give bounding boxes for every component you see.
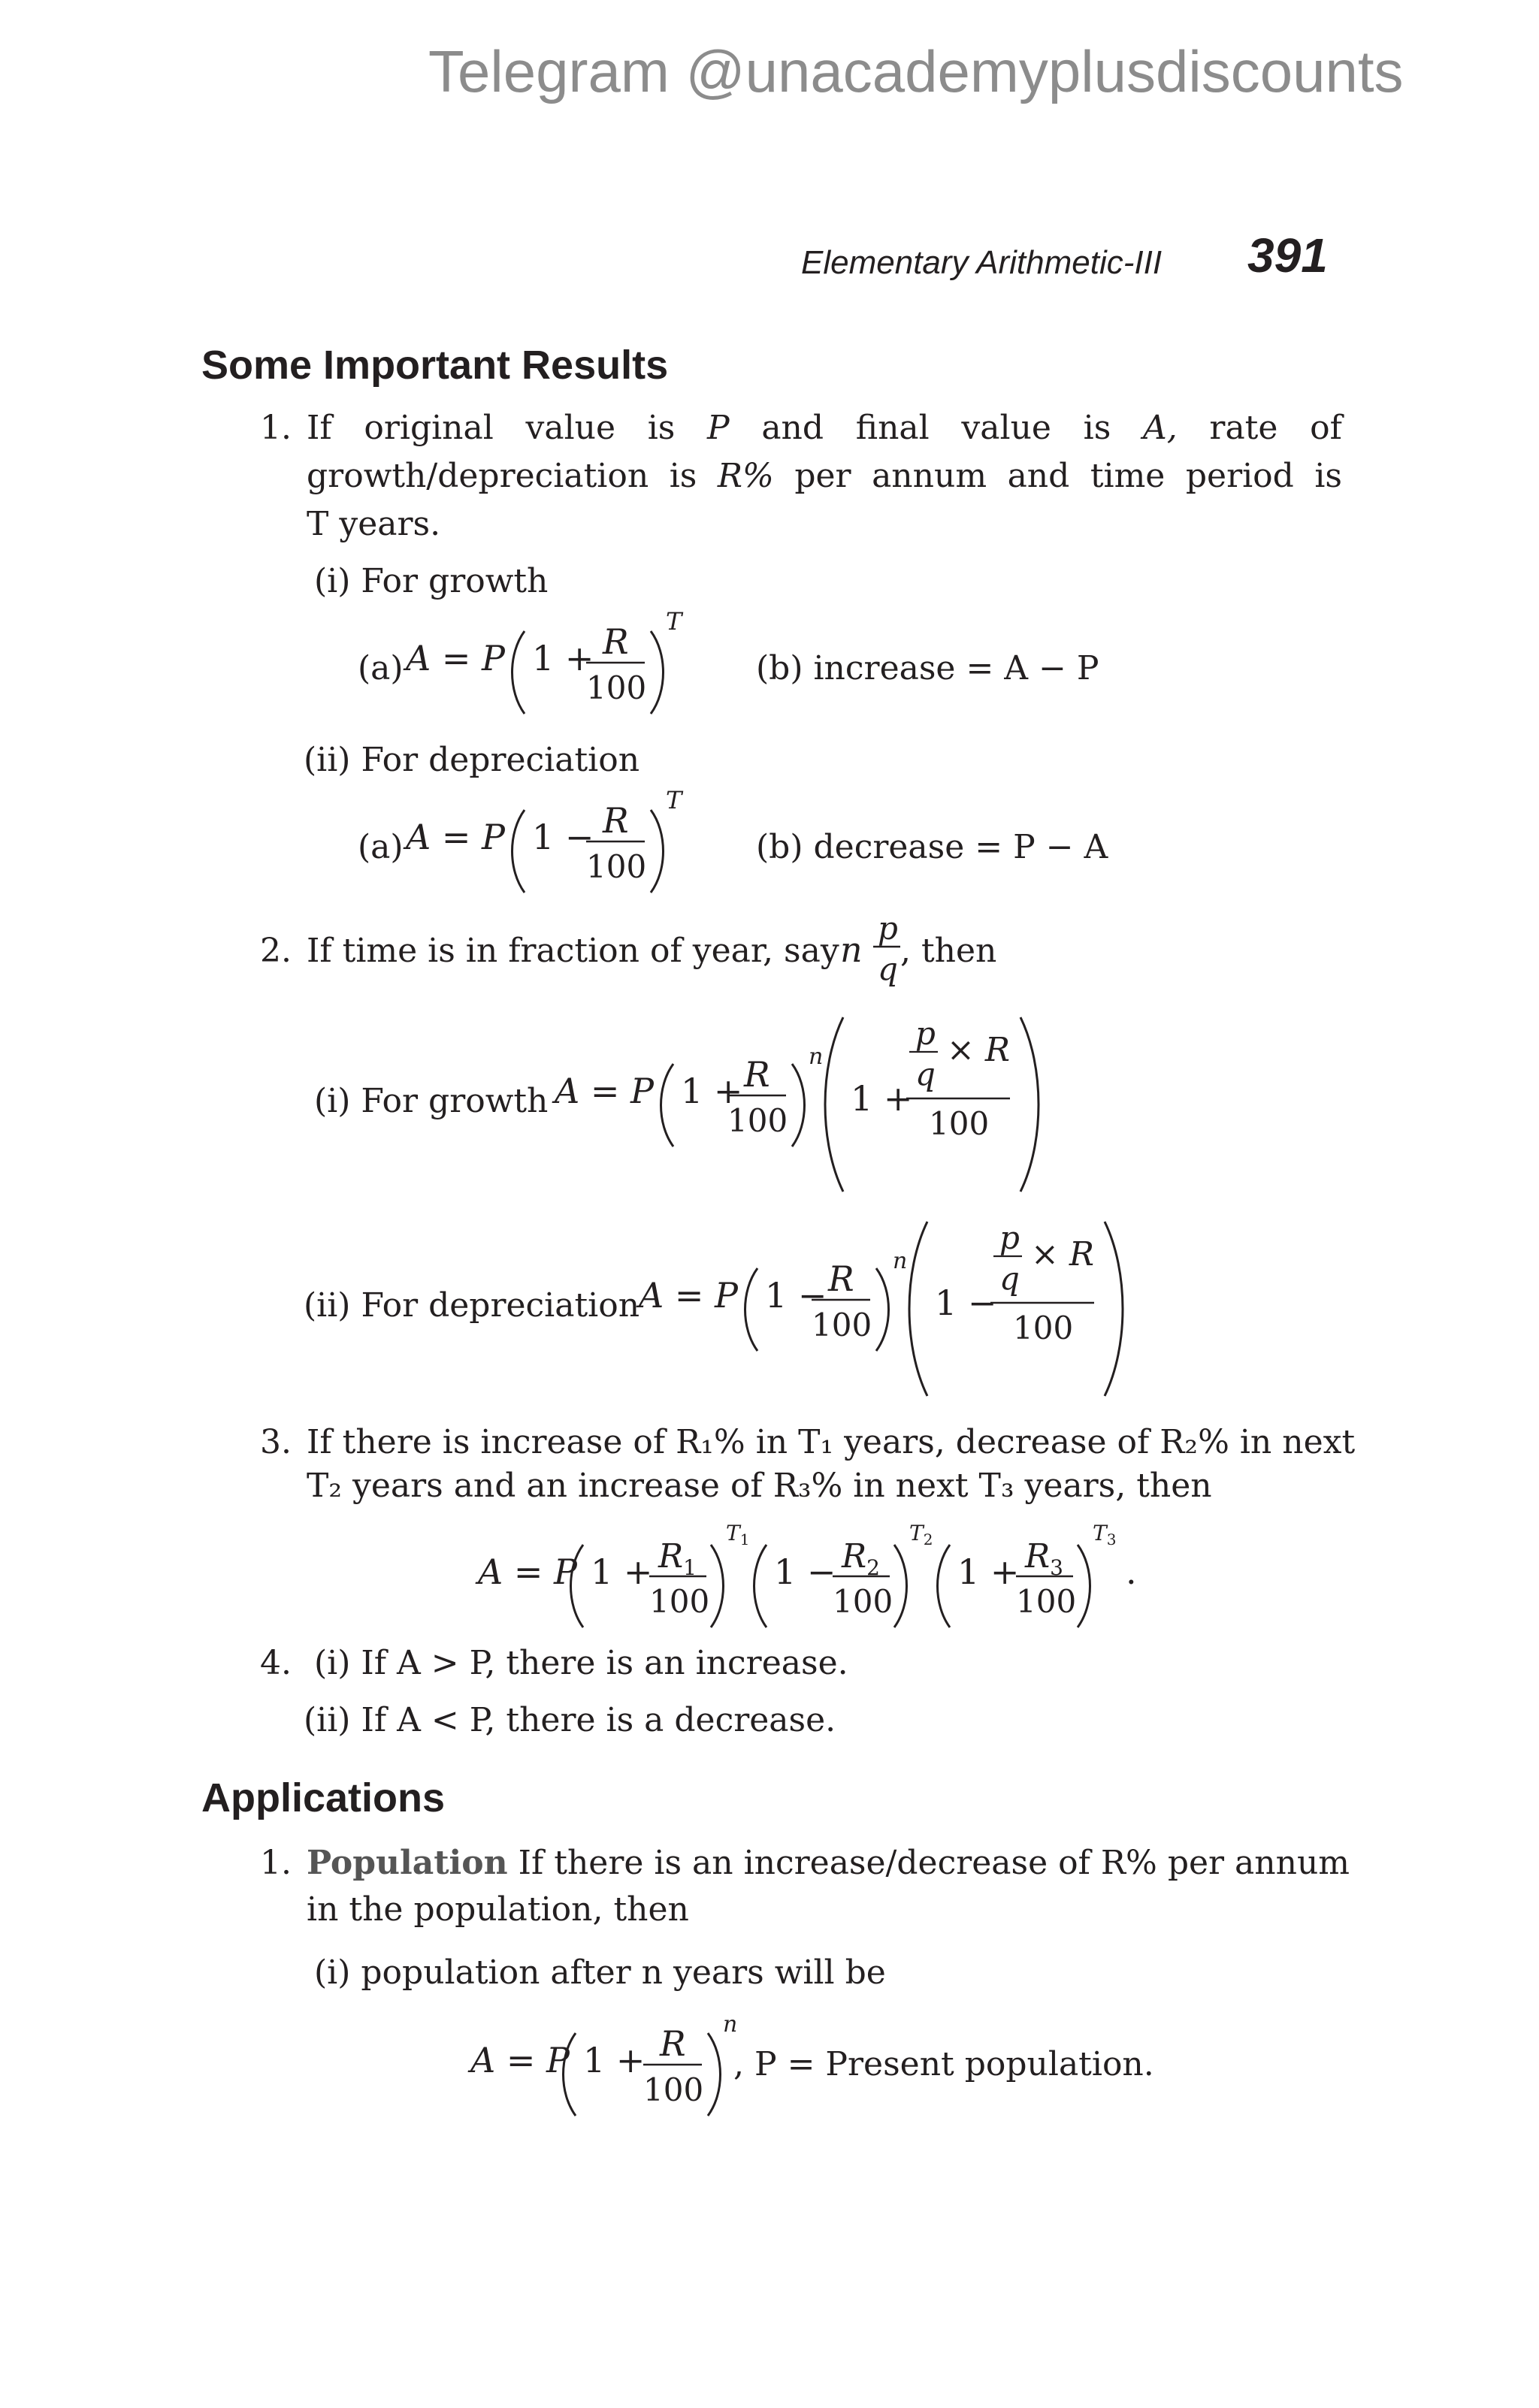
svg-text:100: 100 [812,1307,872,1343]
svg-text:n: n [809,1044,824,1070]
result-2-text [307,927,839,975]
word: P [707,409,730,447]
result-4-number: 4. [260,1644,292,1682]
svg-text:T2: $T_2$ [909,1521,933,1548]
svg-text:R: R [603,800,629,841]
svg-text:100: 100 [727,1102,788,1139]
result-1-growth-a-label: (a) [358,649,404,687]
result-2-text-before: If time is in fraction of year, say [307,932,839,970]
svg-text:1 −: 1 − [774,1551,836,1592]
application-1-formula-tail: , P = Present population. [733,2045,1154,2083]
result-1-depr-label: (ii) For depreciation [304,741,640,779]
word: and [761,409,824,447]
svg-text:R: R [828,1258,854,1299]
word: If [307,409,332,447]
svg-text:p: p [915,1015,936,1052]
svg-text:100: 100 [1016,1583,1077,1620]
svg-text:R1: $R_1$ [658,1537,697,1580]
svg-text:A = P: A = P [470,2040,570,2080]
running-header-title: Elementary Arithmetic-III [801,244,1163,281]
svg-text:A = P: A = P [639,1275,738,1316]
svg-text:n: n [723,2011,738,2038]
word: is [1314,457,1342,495]
formula-fractional-growth [555,1007,1036,1202]
word: of [1310,409,1342,447]
svg-text:p: p [999,1219,1020,1256]
section-heading-results: Some Important Results [201,343,669,388]
page-number: 391 [1247,228,1328,282]
word: per [794,457,851,495]
svg-text:1 +: 1 + [591,1551,653,1592]
svg-text:q: q [915,1056,936,1092]
word: is [669,457,697,495]
svg-text:1 −: 1 − [765,1275,827,1316]
svg-text:R: R [744,1054,770,1095]
svg-text:× R: × R [1031,1235,1094,1273]
svg-text:A = P: A = P [478,1551,577,1592]
formula-population [470,2011,756,2131]
svg-text:100: 100 [649,1583,710,1620]
formula-three-period [478,1515,1154,1642]
result-3-number: 3. [260,1423,292,1461]
svg-text:A = P: A = P [555,1071,654,1111]
word: value [961,409,1051,447]
svg-text:1 −: 1 − [532,817,594,857]
svg-text:100: 100 [586,848,647,885]
svg-text:T1: $T_1$ [726,1521,750,1548]
svg-text:× R: × R [947,1031,1010,1069]
word: time [1090,457,1166,495]
svg-text:100: 100 [586,669,647,706]
svg-text:100: 100 [643,2071,704,2108]
svg-text:R2: $R_2$ [842,1537,880,1580]
svg-text:1 +: 1 + [532,638,594,678]
word: original [364,409,494,447]
svg-text:n: n [840,929,863,970]
word: final [855,409,930,447]
svg-text:R: R [660,2023,686,2064]
svg-text:1 +: 1 + [583,2040,646,2080]
result-1-depr-b: (b) decrease = P − A [756,828,1108,866]
result-2-growth-label: (i) For growth [314,1082,549,1120]
word: annum [872,457,987,495]
word: is [1083,409,1111,447]
formula-fractional-depreciation [639,1211,1120,1406]
result-4-ii: (ii) If A < P, there is a decrease. [304,1701,836,1739]
word: growth/depreciation [307,457,649,495]
word: value [525,409,616,447]
result-2-text-after: , then [900,932,997,970]
svg-text:R: R [603,621,629,662]
svg-text:R3: $R_3$ [1025,1537,1063,1580]
svg-text:T: T [666,607,682,636]
result-1-growth-label: (i) For growth [314,562,549,600]
word: A, [1142,409,1178,447]
result-1-growth-b: (b) increase = A − P [756,649,1099,687]
svg-text:1 +: 1 + [851,1078,913,1119]
word: period [1185,457,1294,495]
result-3-line-2: T₂ years and an increase of R₃% in next T₃ years, then [307,1467,1212,1505]
svg-text:1 −: 1 − [935,1283,997,1323]
application-1-number: 1. [260,1844,292,1882]
svg-text:T3: $T_3$ [1093,1521,1117,1548]
application-1-term: Population [307,1844,508,1882]
application-1-line-1 [307,1839,1350,1887]
word: rate [1209,409,1278,447]
svg-text:100: 100 [1013,1310,1074,1346]
application-1-sub-i: (i) population after n years will be [314,1953,886,1992]
svg-text:n: n [893,1248,908,1274]
svg-text:100: 100 [929,1105,990,1142]
result-3-line-1: If there is increase of R₁% in T₁ years, decrease of R₂% in next [307,1423,1356,1461]
svg-text:A = P: A = P [406,817,505,857]
result-2-number: 2. [260,932,292,970]
svg-text:1 +: 1 + [957,1551,1020,1592]
result-1-number: 1. [260,409,292,447]
result-1-line-1 [307,404,1342,452]
result-1-depr-a-label: (a) [358,828,404,866]
mixed-fraction-n-p-q [840,910,908,1005]
svg-text:q: q [999,1260,1020,1297]
application-1-line-1-rest: If there is an increase/decrease of R% per annum [518,1844,1350,1882]
word: R% [717,457,774,495]
application-1-line-2: in the population, then [307,1890,689,1929]
svg-text:A = P: A = P [406,638,505,678]
formula-depreciation [406,787,691,908]
svg-text:p: p [878,910,898,947]
svg-text:1 +: 1 + [681,1071,743,1111]
svg-text:q: q [878,950,898,987]
section-heading-applications: Applications [201,1775,446,1820]
svg-text:.: . [1126,1551,1137,1592]
result-1-line-3: T years. [307,505,441,543]
word: is [647,409,676,447]
result-1-line-2 [307,452,1342,500]
watermark: Telegram @unacademyplusdiscounts [428,38,1404,104]
svg-text:100: 100 [833,1583,893,1620]
result-4-i: (i) If A > P, there is an increase. [314,1644,848,1682]
formula-growth [406,609,691,729]
word: and [1007,457,1070,495]
svg-text:T: T [666,786,682,814]
result-2-depr-label: (ii) For depreciation [304,1286,640,1325]
